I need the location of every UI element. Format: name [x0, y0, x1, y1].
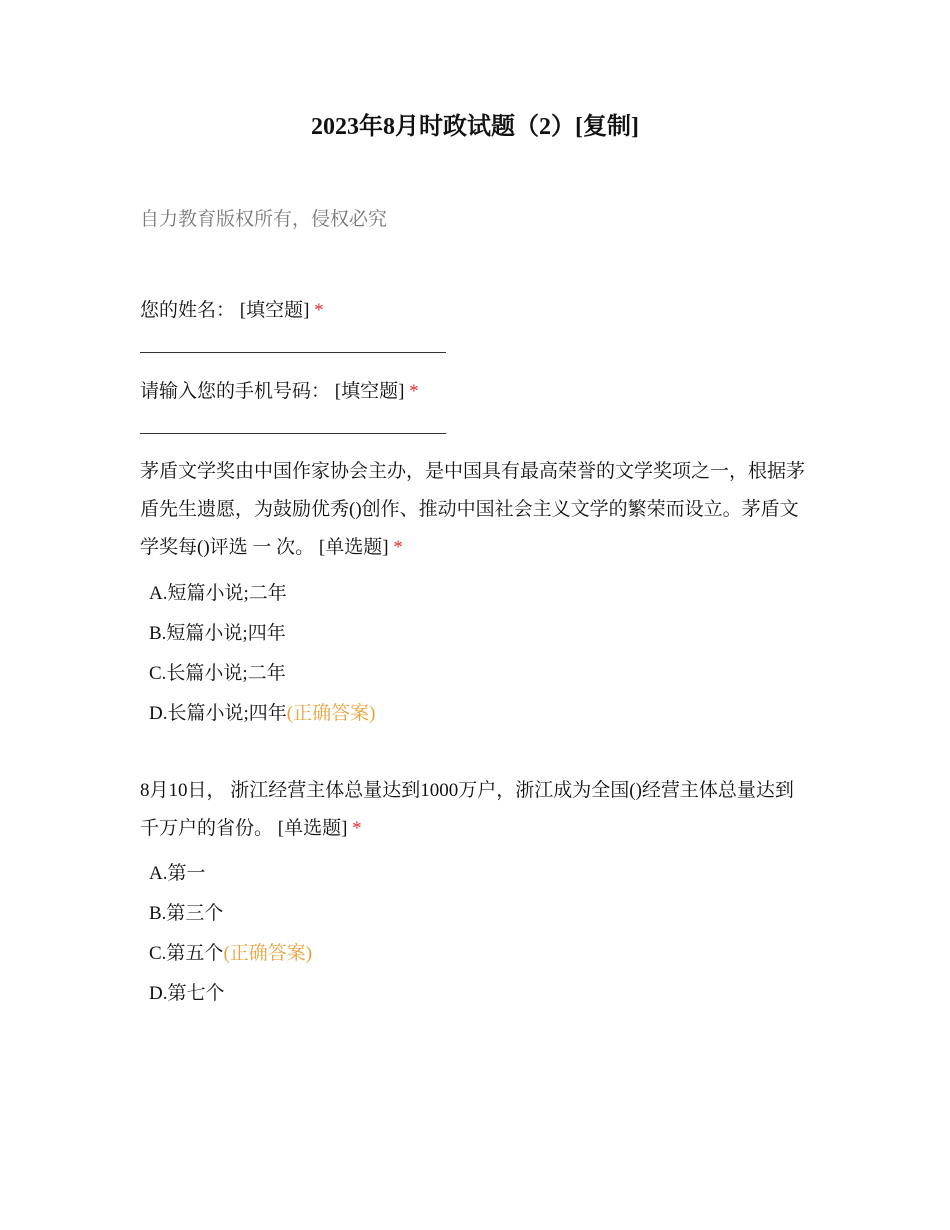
- question-text: 茅盾文学奖由中国作家协会主办，是中国具有最高荣誉的文学奖项之一，根据茅盾先生遗愿，为鼓励优秀()创作、推动中国社会主义文学的繁荣而设立。茅盾文学奖每()评选 一 次。: [140, 461, 806, 558]
- question-type: [填空题]: [239, 300, 310, 321]
- required-mark: *: [409, 381, 419, 402]
- required-mark: *: [314, 300, 324, 321]
- option-b[interactable]: [149, 620, 286, 648]
- option-label: D.第七个: [149, 983, 225, 1004]
- copyright-note: 自力教育版权所有，侵权必究: [140, 209, 388, 230]
- option-c[interactable]: [149, 660, 286, 688]
- option-b[interactable]: [149, 900, 223, 928]
- name-input-line[interactable]: [140, 352, 446, 353]
- phone-input-line[interactable]: [140, 433, 446, 434]
- required-mark: *: [352, 818, 362, 839]
- question-text: 8月10日， 浙江经营主体总量达到1000万户，浙江成为全国()经营主体总量达到千万户的省份。: [140, 780, 794, 839]
- option-label: A.第一: [149, 863, 206, 884]
- option-c[interactable]: [149, 940, 312, 968]
- question-zhejiang: [140, 772, 810, 848]
- question-type: [单选题]: [277, 818, 348, 839]
- correct-answer-tag: (正确答案): [286, 703, 376, 724]
- question-phone: [140, 373, 810, 411]
- option-label: C.长篇小说;二年: [149, 663, 286, 684]
- option-label: D.长篇小说;四年: [149, 703, 287, 724]
- question-mao-dun: [140, 453, 810, 567]
- option-label: B.短篇小说;四年: [149, 623, 286, 644]
- question-type: [填空题]: [334, 381, 405, 402]
- option-d[interactable]: [149, 700, 375, 728]
- option-label: A.短篇小说;二年: [149, 583, 287, 604]
- option-a[interactable]: [149, 860, 205, 888]
- correct-answer-tag: (正确答案): [223, 943, 313, 964]
- question-type: [单选题]: [318, 537, 389, 558]
- page-title: 2023年8月时政试题（2）[复制]: [311, 114, 639, 140]
- question-text: 您的姓名：: [140, 300, 236, 321]
- option-label: C.第五个: [149, 943, 224, 964]
- option-label: B.第三个: [149, 903, 224, 924]
- question-name: [140, 292, 810, 330]
- question-text: 请输入您的手机号码：: [140, 381, 331, 402]
- option-d[interactable]: [149, 980, 224, 1008]
- required-mark: *: [393, 537, 403, 558]
- option-a[interactable]: [149, 580, 287, 608]
